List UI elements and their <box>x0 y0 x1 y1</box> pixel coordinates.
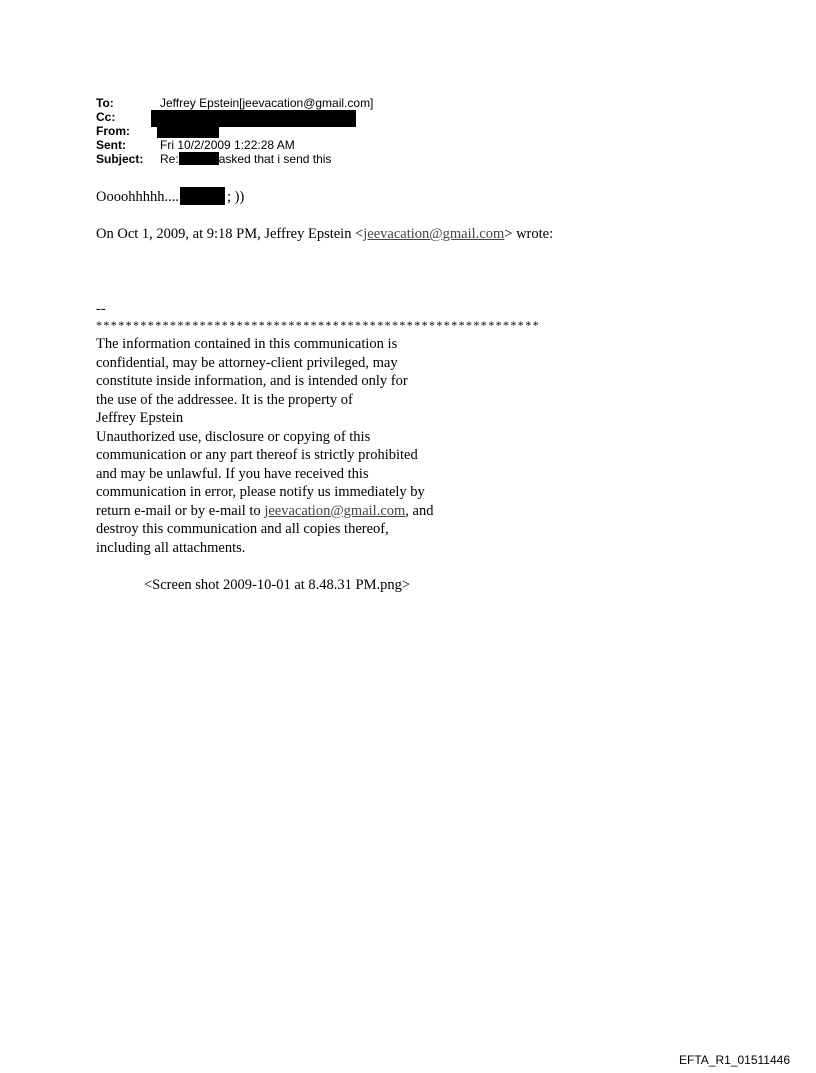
subject-rest: asked that i send this <box>218 152 332 166</box>
cc-label: Cc: <box>96 110 116 124</box>
greeting-line <box>96 186 244 208</box>
subject-label: Subject: <box>96 152 144 166</box>
document-id: EFTA_R1_01511446 <box>679 1053 790 1067</box>
disclaimer-line: communication in error, please notify us immediately by <box>96 484 425 500</box>
from-redaction <box>157 126 219 138</box>
disclaimer-line10-start: return e-mail or by e-mail to <box>96 502 265 519</box>
quote-intro: On Oct 1, 2009, at 9:18 PM, Jeffrey Epstein < <box>96 226 364 242</box>
quote-email-link[interactable]: jeevacation@gmail.com <box>363 226 505 242</box>
disclaimer-line: including all attachments. <box>96 539 246 556</box>
subject-redaction <box>179 152 219 165</box>
sent-value: Fri 10/2/2009 1:22:28 AM <box>160 138 295 152</box>
disclaimer-line: destroy this communication and all copies thereof, <box>96 521 389 537</box>
disclaimer-line: communication or any part thereof is strictly prohibited <box>96 447 418 463</box>
disclaimer-line: Jeffrey Epstein <box>96 410 184 426</box>
disclaimer-line: and may be unlawful. If you have received this <box>96 465 369 482</box>
disclaimer-block <box>96 335 433 557</box>
disclaimer-line: Unauthorized use, disclosure or copying of this <box>96 428 371 445</box>
stars-separator: ************************************************************ <box>96 318 540 332</box>
greeting-start: Oooohhhhh.... <box>96 189 179 205</box>
greeting-end: ; )) <box>226 189 245 205</box>
subject-value <box>160 152 331 166</box>
disclaimer-line: The information contained in this communication is <box>96 336 398 352</box>
disclaimer-line: constitute inside information, and is intended only for <box>96 373 408 389</box>
to-label: To: <box>96 96 114 110</box>
disclaimer-line10-end: , and <box>405 502 434 519</box>
attachment-name: <Screen shot 2009-10-01 at 8.48.31 PM.png> <box>144 577 411 593</box>
greeting-redaction <box>180 187 225 205</box>
cc-redaction <box>151 110 356 127</box>
to-value: Jeffrey Epstein[jeevacation@gmail.com] <box>160 96 374 110</box>
disclaimer-line <box>96 502 433 521</box>
quote-intro-line <box>96 226 553 243</box>
sent-label: Sent: <box>96 138 126 152</box>
disclaimer-email-link[interactable]: jeevacation@gmail.com <box>264 502 406 519</box>
quote-end: > wrote: <box>504 226 554 242</box>
disclaimer-line: confidential, may be attorney-client privileged, may <box>96 354 398 371</box>
from-label: From: <box>96 124 130 138</box>
disclaimer-line: the use of the addressee. It is the property of <box>96 391 353 408</box>
subject-prefix: Re: <box>160 152 179 166</box>
signature-dash: -- <box>96 301 106 317</box>
